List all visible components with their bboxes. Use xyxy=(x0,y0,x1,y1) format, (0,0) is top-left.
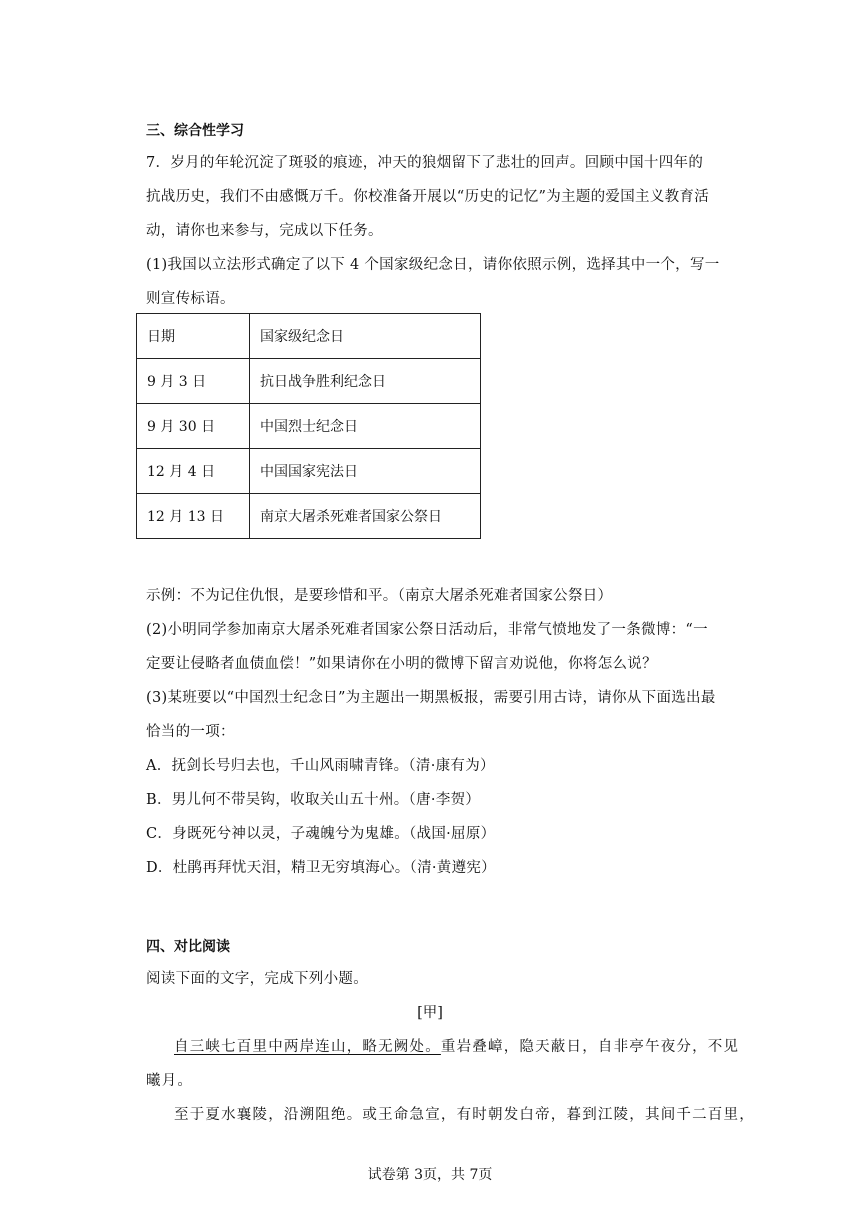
table-cell-day: 抗日战争胜利纪念日 xyxy=(250,359,481,404)
q7-line-3: 动，请你也来参与，完成以下任务。 xyxy=(146,223,383,239)
table-header-day: 国家级纪念日 xyxy=(250,314,481,359)
table-cell-day: 中国烈士纪念日 xyxy=(250,404,481,449)
table-cell-date: 9 月 3 日 xyxy=(137,359,250,404)
table-row xyxy=(137,359,481,404)
option-a: A．抚剑长号归去也，千山风雨啸青锋。（清·康有为） xyxy=(146,758,495,774)
table-cell-date: 12 月 13 日 xyxy=(137,494,250,539)
section-4-intro: 阅读下面的文字，完成下列小题。 xyxy=(146,971,368,987)
q7-line-1: 7．岁月的年轮沉淀了斑驳的痕迹，冲天的狼烟留下了悲壮的回声。回顾中国十四年的 xyxy=(146,155,704,171)
table-cell-day: 中国国家宪法日 xyxy=(250,449,481,494)
option-d: D．杜鹃再拜忧天泪，精卫无穷填海心。（清·黄遵宪） xyxy=(146,860,496,876)
underlined-sentence: 自三峡七百里中两岸连山，略无阙处。 xyxy=(174,1039,441,1055)
table-cell-day: 南京大屠杀死难者国家公祭日 xyxy=(250,494,481,539)
passage-p1-rest: 重岩叠嶂，隐天蔽日，自非亭午夜分，不见 xyxy=(440,1039,740,1055)
memorial-days-table xyxy=(136,313,481,539)
example-line: 示例：不为记住仇恨，是要珍惜和平。（南京大屠杀死难者国家公祭日） xyxy=(146,588,613,604)
section-4-title: 四、对比阅读 xyxy=(146,939,230,955)
option-b: B．男儿何不带吴钩，收取关山五十州。（唐·李贺） xyxy=(146,792,481,808)
passage-paragraph-1 xyxy=(174,1035,739,1056)
section-3-title: 三、综合性学习 xyxy=(146,123,244,139)
q7-2-line-2: 定要让侵略者血债血偿！”如果请你在小明的微博下留言劝说他，你将怎么说？ xyxy=(146,656,657,672)
table-header-row xyxy=(137,314,481,359)
table-header-date: 日期 xyxy=(137,314,250,359)
q7-line-2: 抗战历史，我们不由感慨万千。你校准备开展以“历史的记忆”为主题的爱国主义教育活 xyxy=(146,189,710,205)
q7-line-5: 则宣传标语。 xyxy=(146,291,235,307)
page-footer: 试卷第 3页，共 7页 xyxy=(367,1167,493,1183)
table-row xyxy=(137,494,481,539)
q7-3-line-1: (3)某班要以“中国烈士纪念日”为主题出一期黑板报，需要引用古诗，请你从下面选出最 xyxy=(146,690,716,706)
q7-2-line-1: (2)小明同学参加南京大屠杀死难者国家公祭日活动后，非常气愤地发了一条微博：“一 xyxy=(146,622,708,638)
option-c: C．身既死兮神以灵，子魂魄兮为鬼雄。（战国·屈原） xyxy=(146,826,496,842)
table-row xyxy=(137,449,481,494)
q7-line-4: (1)我国以立法形式确定了以下 4 个国家级纪念日，请你依照示例，选择其中一个，写一 xyxy=(146,257,720,273)
table-cell-date: 9 月 30 日 xyxy=(137,404,250,449)
q7-3-line-2: 恰当的一项： xyxy=(146,724,235,740)
table-cell-date: 12 月 4 日 xyxy=(137,449,250,494)
table-row xyxy=(137,404,481,449)
passage-paragraph-2: 至于夏水襄陵，沿溯阻绝。或王命急宣，有时朝发白帝，暮到江陵，其间千二百里， xyxy=(174,1107,755,1123)
passage-paragraph-1-line-2: 曦月。 xyxy=(146,1073,194,1089)
passage-label: [甲] xyxy=(417,1005,443,1021)
